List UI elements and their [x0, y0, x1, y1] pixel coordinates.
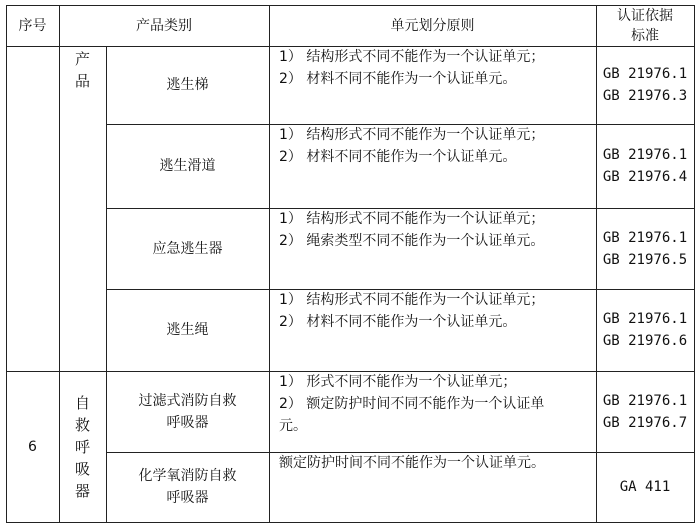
row-rule	[269, 124, 596, 208]
standard-code: GB 21976.6	[602, 333, 688, 349]
row-standard	[596, 208, 694, 289]
seq-number: 6	[28, 438, 37, 455]
rule-line-text: 1） 结构形式不同不能作为一个认证单元；	[279, 49, 545, 65]
row-standard	[596, 46, 694, 124]
group-b-category	[59, 371, 106, 522]
standard-code: GB 21976.1	[602, 392, 688, 409]
product-name: 逃生滑道	[159, 158, 216, 174]
row-product-name	[106, 371, 269, 452]
row-standard	[596, 289, 694, 371]
product-name: 逃生梯	[166, 77, 209, 93]
rule-line-text: 额定防护时间不同不能作为一个认证单元。	[279, 455, 545, 471]
category-char: 品	[74, 72, 90, 90]
row-product-name	[106, 208, 269, 289]
group-b-seq	[6, 371, 59, 522]
header-category-label: 产品类别	[136, 17, 192, 34]
rule-line-text: 2） 材料不同不能作为一个认证单元。	[279, 149, 517, 165]
product-name: 化学氧消防自救	[138, 468, 237, 484]
header-rule	[269, 5, 596, 46]
row-rule	[269, 289, 596, 371]
group-a-category	[59, 46, 106, 94]
rule-line-text: 1） 结构形式不同不能作为一个认证单元；	[279, 292, 545, 308]
header-standard	[596, 5, 694, 46]
row-rule	[269, 452, 596, 522]
category-char: 自	[74, 393, 90, 412]
standard-code: GB 21976.4	[602, 169, 688, 185]
rule-line-text: 2） 材料不同不能作为一个认证单元。	[279, 71, 517, 87]
row-rule	[269, 371, 596, 452]
category-char: 产	[74, 50, 90, 68]
standard-code: GB 21976.1	[602, 311, 688, 327]
category-char: 呼	[74, 437, 90, 456]
rule-line-text: 2） 额定防护时间不同不能作为一个认证单	[279, 396, 545, 412]
row-standard	[596, 371, 694, 452]
category-char: 救	[74, 415, 90, 434]
row-rule	[269, 46, 596, 124]
rule-line-text: 1） 形式不同不能作为一个认证单元；	[279, 374, 517, 390]
row-standard	[596, 124, 694, 208]
rule-line-text: 元。	[279, 418, 307, 434]
category-char: 吸	[74, 459, 90, 478]
standard-code: GB 21976.3	[602, 88, 688, 104]
category-char: 器	[74, 481, 90, 500]
header-category	[59, 5, 269, 46]
header-standard-line: 标准	[631, 27, 659, 44]
product-name: 逃生绳	[166, 322, 209, 338]
rule-line	[6, 522, 695, 523]
standard-code: GB 21976.5	[602, 251, 688, 268]
header-seq	[6, 5, 59, 46]
standard-code: GA 411	[619, 479, 671, 495]
standard-code: GB 21976.1	[602, 66, 688, 82]
standard-code: GB 21976.1	[602, 229, 688, 246]
row-standard	[596, 452, 694, 522]
rule-line-text: 1） 结构形式不同不能作为一个认证单元；	[279, 211, 545, 227]
product-name: 呼吸器	[166, 490, 209, 506]
standard-code: GB 21976.7	[602, 414, 688, 431]
rule-line	[694, 5, 695, 523]
row-product-name	[106, 124, 269, 208]
row-rule	[269, 208, 596, 289]
header-standard-line: 认证依据	[617, 7, 673, 24]
header-seq-label: 序号	[18, 17, 47, 34]
row-product-name	[106, 289, 269, 371]
product-name: 过滤式消防自救	[138, 392, 237, 409]
rule-line-text: 1） 结构形式不同不能作为一个认证单元；	[279, 127, 545, 143]
rule-line-text: 2） 材料不同不能作为一个认证单元。	[279, 314, 517, 330]
row-product-name	[106, 46, 269, 124]
rule-line-text: 2） 绳索类型不同不能作为一个认证单元。	[279, 233, 545, 249]
product-name: 应急逃生器	[152, 240, 223, 257]
standard-code: GB 21976.1	[602, 147, 688, 163]
row-product-name	[106, 452, 269, 522]
product-name: 呼吸器	[166, 414, 209, 431]
header-rule-label: 单元划分原则	[390, 17, 475, 34]
